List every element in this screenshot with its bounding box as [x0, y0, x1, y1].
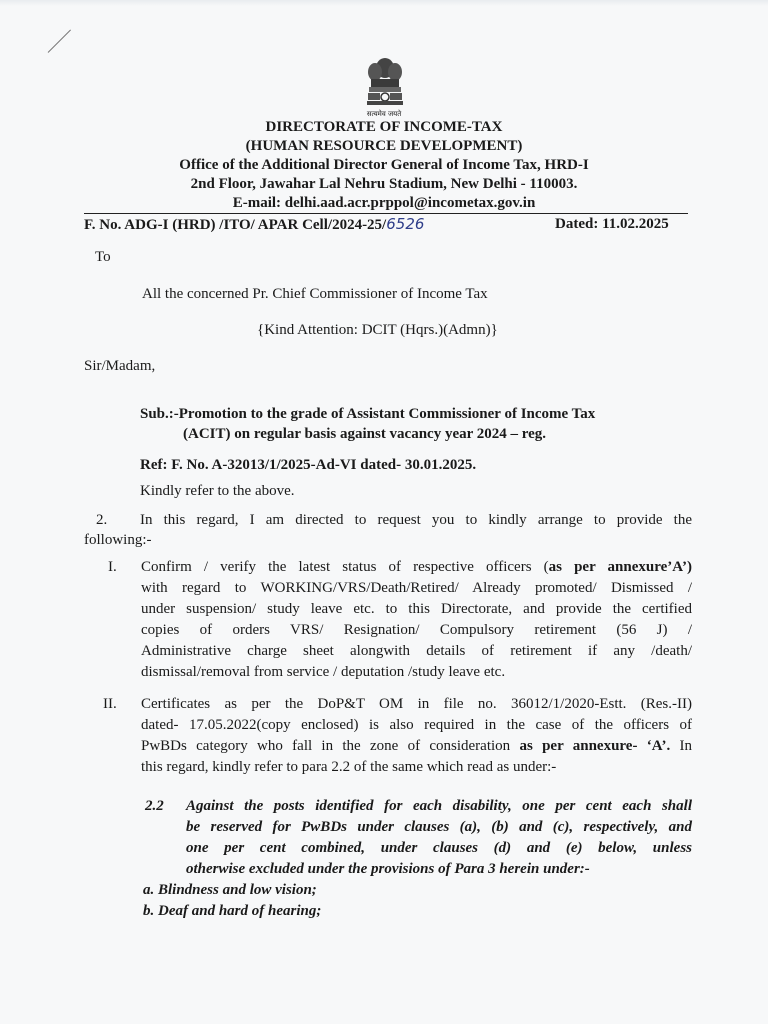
- item-1-line-3: under suspension/ study leave etc. to this Directorate, and provide the certified: [141, 601, 692, 617]
- subject-line-2: (ACIT) on regular basis against vacancy year 2024 – reg.: [183, 426, 547, 442]
- scan-pen-mark: [48, 30, 71, 53]
- emblem-motto: सत्यमेव जयते: [366, 110, 402, 118]
- handwritten-number: 6526: [386, 215, 425, 233]
- file-number: [84, 215, 424, 235]
- quote-line-3: one per cent combined, under clauses (d) and (e) below, unless: [186, 840, 692, 856]
- item-2-line-3-text: PwBDs category who fall in the zone of consideration: [141, 738, 520, 754]
- scan-top-edge: [0, 0, 768, 6]
- file-number-text: F. No. ADG-I (HRD) /ITO/ APAR Cell/2024-25/: [84, 217, 387, 233]
- header-hrd: (HUMAN RESOURCE DEVELOPMENT): [245, 138, 523, 154]
- item-2-line-3: [141, 736, 692, 757]
- addressee: All the concerned Pr. Chief Commissioner of Income Tax: [142, 286, 488, 302]
- salutation: Sir/Madam,: [84, 358, 156, 374]
- quote-line-2: be reserved for PwBDs under clauses (a), (b) and (c), respectively, and: [186, 819, 692, 835]
- item-1-line-1-text: Confirm / verify the latest status of respective officers (: [141, 559, 549, 575]
- quote-number: 2.2: [145, 798, 164, 814]
- item-1-line-2: with regard to WORKING/VRS/Death/Retired/ Already promoted/ Dismissed /: [141, 580, 692, 596]
- item-1-line-1: [141, 557, 692, 578]
- header-email: E-mail: delhi.aad.acr.prppol@incometax.gov.in: [232, 195, 536, 211]
- item-1-annexure: as per annexure’A’): [548, 559, 692, 575]
- para-2-line-2: following:-: [84, 532, 152, 548]
- para-2-line-1: In this regard, I am directed to request you to kindly arrange to provide the: [140, 512, 692, 528]
- item-2-line-1: Certificates as per the DoP&T OM in file no. 36012/1/2020-Estt. (Res.-II): [141, 696, 692, 712]
- item-2-line-3-end: In: [670, 738, 692, 754]
- header-office: Office of the Additional Director General of Income Tax, HRD-I: [179, 157, 589, 173]
- subject-line-1: Sub.:-Promotion to the grade of Assistant Commissioner of Income Tax: [140, 406, 596, 422]
- item-1-line-5: Administrative charge sheet alongwith details of retirement if any /death/: [141, 643, 692, 659]
- quote-item-a: a. Blindness and low vision;: [143, 882, 317, 898]
- header-address: 2nd Floor, Jawahar Lal Nehru Stadium, New Delhi - 110003.: [190, 176, 578, 192]
- item-1-line-4: copies of orders VRS/ Resignation/ Compulsory retirement (56 J) /: [141, 622, 692, 638]
- to-label: To: [95, 249, 111, 265]
- reference-line: Ref: F. No. A-32013/1/2025-Ad-VI dated- 30.01.2025.: [140, 457, 477, 473]
- quote-item-b: b. Deaf and hard of hearing;: [143, 903, 322, 919]
- date-line: Dated: 11.02.2025: [555, 216, 669, 232]
- quote-line-1: Against the posts identified for each disability, one per cent each shall: [186, 798, 692, 814]
- para-2-number: 2.: [96, 512, 108, 528]
- item-2-line-2: dated- 17.05.2022(copy enclosed) is also required in the case of the officers of: [141, 717, 692, 733]
- header-rule: [84, 213, 688, 214]
- item-1-number: I.: [108, 559, 117, 575]
- quote-line-4: otherwise excluded under the provisions of Para 3 herein under:-: [186, 861, 590, 877]
- item-2-annexure: as per annexure- ‘A’.: [519, 738, 671, 754]
- kind-attention: {Kind Attention: DCIT (Hqrs.)(Admn)}: [257, 322, 498, 338]
- item-2-line-4: this regard, kindly refer to para 2.2 of the same which read as under:-: [141, 759, 557, 775]
- item-2-number: II.: [103, 696, 117, 712]
- header-directorate: DIRECTORATE OF INCOME-TAX: [265, 119, 503, 135]
- kindly-refer: Kindly refer to the above.: [140, 483, 295, 499]
- item-1-line-6: dismissal/removal from service / deputation /study leave etc.: [141, 664, 506, 680]
